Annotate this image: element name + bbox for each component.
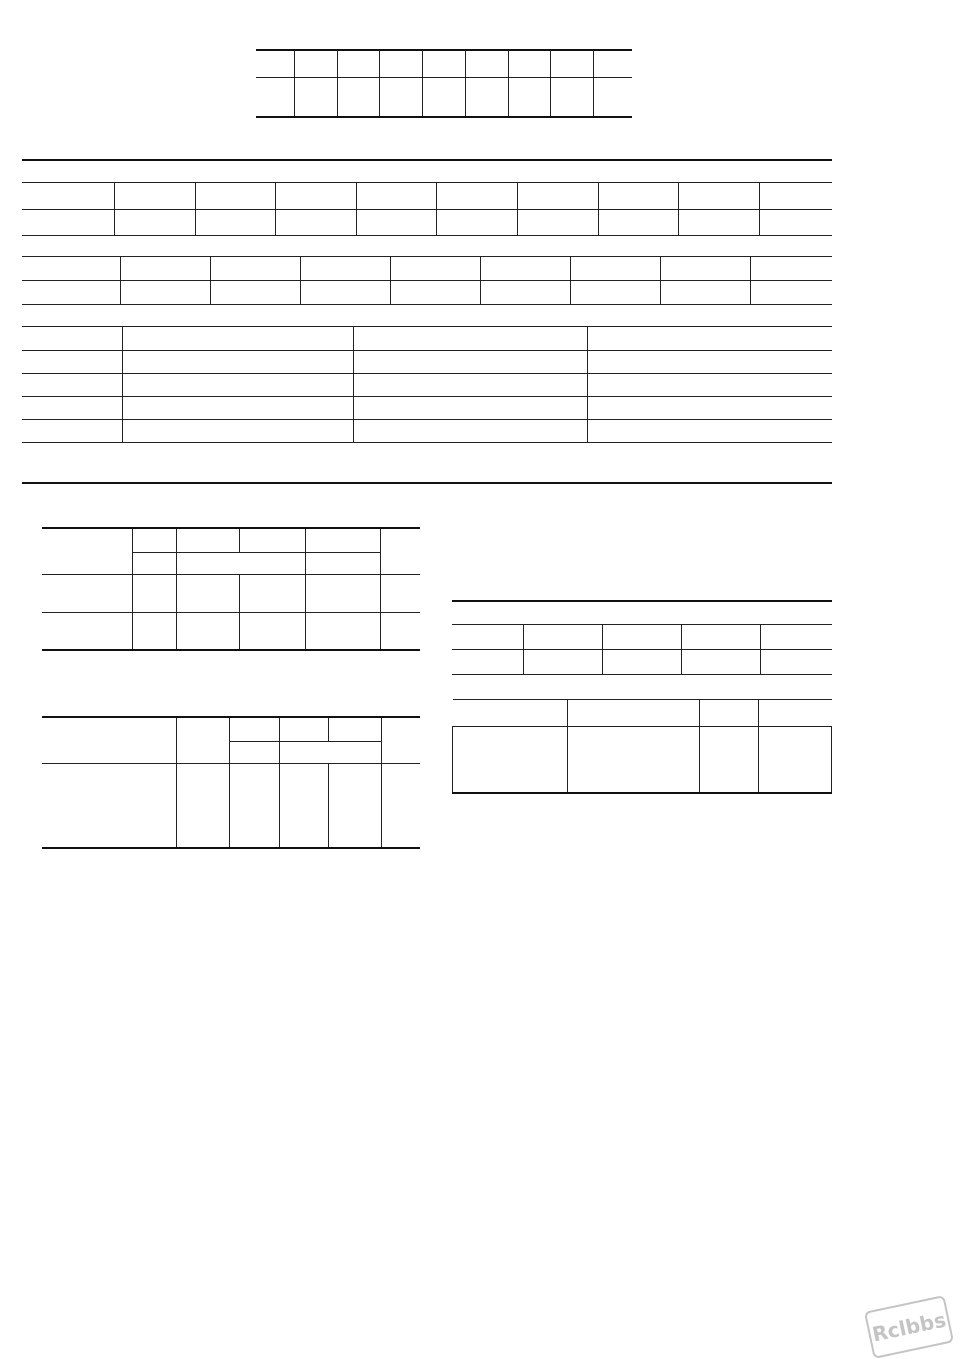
t12-header-cell xyxy=(337,50,380,77)
t15-hv-cell xyxy=(381,763,420,780)
conductivity-value-cell xyxy=(211,281,301,305)
permeability-header-cell xyxy=(22,327,122,351)
t14-cell xyxy=(176,612,239,650)
heat-treatment-header-cell xyxy=(699,700,758,727)
table-13-top-rule xyxy=(22,159,832,161)
heat-treatment-header-cell xyxy=(759,700,832,727)
t15-sigma-b-cell xyxy=(229,780,280,797)
permeability-cell xyxy=(122,351,354,374)
permeability-cell xyxy=(22,420,122,443)
expansion-coef-cell xyxy=(679,210,760,236)
t14-cell xyxy=(42,612,132,650)
t14-cell xyxy=(380,612,420,650)
t15-temp-cell xyxy=(176,831,229,848)
hot-working-value-cell xyxy=(682,650,761,675)
permeability-header-cell xyxy=(122,327,354,351)
t14-cell xyxy=(132,612,176,650)
conductivity-temp-cell xyxy=(391,257,481,281)
t15-temp-cell xyxy=(176,763,229,780)
conductivity-value-cell xyxy=(571,281,661,305)
conductivity-table xyxy=(22,256,832,305)
permeability-cell xyxy=(22,351,122,374)
t15-header-sigma-b-unit xyxy=(229,741,280,763)
t12-value-cell xyxy=(465,77,508,117)
t14-header-psi xyxy=(240,528,305,552)
t12-value-cell xyxy=(593,77,632,117)
permeability-header-cell xyxy=(354,327,588,351)
permeability-cell xyxy=(587,351,832,374)
conductivity-temp-cell xyxy=(211,257,301,281)
t12-value-cell xyxy=(423,77,466,117)
conductivity-temp-cell xyxy=(121,257,211,281)
t15-sigma-b-cell xyxy=(229,814,280,831)
t14-cell xyxy=(132,574,176,612)
t15-hv-cell xyxy=(381,780,420,797)
t14-cell xyxy=(240,574,305,612)
t14-cell xyxy=(380,574,420,612)
permeability-cell xyxy=(122,420,354,443)
t15-psi-cell xyxy=(328,814,381,831)
permeability-cell xyxy=(354,351,588,374)
expansion-table xyxy=(22,182,832,236)
table-12 xyxy=(256,49,632,118)
conductivity-value-cell xyxy=(121,281,211,305)
conductivity-temp-cell xyxy=(301,257,391,281)
expansion-temp-cell xyxy=(356,183,437,210)
t15-header-psi xyxy=(328,717,381,741)
t14-header-treatment xyxy=(42,528,132,574)
heat-row-name xyxy=(453,727,568,793)
t15-sigma-b-cell xyxy=(229,763,280,780)
hot-working-header-cell xyxy=(452,625,523,650)
expansion-temp-cell xyxy=(759,183,832,210)
t15-header-hv xyxy=(381,717,420,763)
conductivity-value-cell xyxy=(481,281,571,305)
t12-value-cell xyxy=(380,77,423,117)
t14-cell xyxy=(42,574,132,612)
permeability-cell xyxy=(587,420,832,443)
hot-working-value-cell xyxy=(602,650,681,675)
t14-header-alpha-k-unit xyxy=(305,552,380,574)
t15-hv-cell xyxy=(381,831,420,848)
expansion-temp-cell xyxy=(195,183,276,210)
permeability-cell xyxy=(354,374,588,397)
chart-700c-aging xyxy=(560,890,810,1230)
conductivity-value-cell xyxy=(391,281,481,305)
conductivity-temp-cell xyxy=(481,257,571,281)
table-16-top-rule xyxy=(452,600,832,602)
hot-working-header-cell xyxy=(523,625,602,650)
t12-value-cell xyxy=(256,77,294,117)
hot-working-value-cell xyxy=(761,650,832,675)
hot-working-header-cell xyxy=(682,625,761,650)
expansion-coef-cell xyxy=(115,210,196,236)
t14-header-delta5 xyxy=(176,528,239,552)
heat-treatment-table xyxy=(452,699,832,794)
expansion-temp-cell xyxy=(598,183,679,210)
t15-psi-cell xyxy=(328,780,381,797)
expansion-coef-cell xyxy=(437,210,518,236)
t12-header-cell xyxy=(423,50,466,77)
t12-header-cell xyxy=(380,50,423,77)
t15-delta5-cell xyxy=(280,797,328,814)
t12-value-cell xyxy=(508,77,551,117)
expansion-coef-cell xyxy=(598,210,679,236)
permeability-cell xyxy=(22,374,122,397)
table-15 xyxy=(42,716,420,849)
table-13-bottom-rule xyxy=(22,482,832,484)
permeability-cell xyxy=(122,374,354,397)
t15-header-sigma-b xyxy=(229,717,280,741)
permeability-cell xyxy=(354,397,588,420)
t14-header-hrc xyxy=(380,528,420,574)
t14-header-alpha-k xyxy=(305,528,380,552)
t15-treatment-cell xyxy=(42,763,176,848)
permeability-cell xyxy=(354,420,588,443)
conductivity-temp-cell xyxy=(751,257,832,281)
t15-temp-cell xyxy=(176,797,229,814)
expansion-coef-cell xyxy=(276,210,357,236)
heat-treatment-header-cell xyxy=(568,700,699,727)
t15-psi-cell xyxy=(328,831,381,848)
t15-hv-cell xyxy=(381,814,420,831)
t15-header-treatment xyxy=(42,717,176,763)
t15-hv-cell xyxy=(381,797,420,814)
permeability-cell xyxy=(22,397,122,420)
t15-psi-cell xyxy=(328,763,381,780)
t12-value-cell xyxy=(551,77,594,117)
t15-temp-cell xyxy=(176,814,229,831)
t12-header-cell xyxy=(465,50,508,77)
t12-header-cell xyxy=(256,50,294,77)
conductivity-value-cell xyxy=(751,281,832,305)
t14-header-sigma-b xyxy=(132,528,176,552)
expansion-coef-label xyxy=(22,210,115,236)
t14-cell xyxy=(240,612,305,650)
permeability-table xyxy=(22,326,832,443)
expansion-temp-label xyxy=(22,183,115,210)
hot-working-value-cell xyxy=(523,650,602,675)
t14-cell xyxy=(176,574,239,612)
t15-header-percent xyxy=(280,741,381,763)
permeability-header-cell xyxy=(587,327,832,351)
t15-psi-cell xyxy=(328,797,381,814)
expansion-coef-cell xyxy=(759,210,832,236)
permeability-cell xyxy=(587,374,832,397)
conductivity-temp-cell xyxy=(571,257,661,281)
permeability-cell xyxy=(122,397,354,420)
t14-header-sigma-b-unit xyxy=(132,552,176,574)
expansion-temp-cell xyxy=(276,183,357,210)
t12-value-cell xyxy=(294,77,337,117)
expansion-temp-cell xyxy=(115,183,196,210)
hot-working-value-cell xyxy=(452,650,523,675)
heat-row-aging xyxy=(759,727,832,793)
t12-value-cell xyxy=(337,77,380,117)
chart-620c-aging xyxy=(80,888,330,1228)
heat-row-anneal xyxy=(568,727,699,793)
hot-working-table xyxy=(452,624,832,675)
t12-header-cell xyxy=(508,50,551,77)
chart-650c-aging xyxy=(330,880,570,1228)
t15-delta5-cell xyxy=(280,814,328,831)
expansion-coef-cell xyxy=(195,210,276,236)
t15-sigma-b-cell xyxy=(229,797,280,814)
t15-delta5-cell xyxy=(280,831,328,848)
expansion-temp-cell xyxy=(437,183,518,210)
hot-working-header-cell xyxy=(602,625,681,650)
t15-header-delta5 xyxy=(280,717,328,741)
t12-header-cell xyxy=(551,50,594,77)
t15-delta5-cell xyxy=(280,763,328,780)
watermark-logo: Rclbbs xyxy=(864,1295,954,1359)
heat-treatment-header-cell xyxy=(453,700,568,727)
t15-delta5-cell xyxy=(280,780,328,797)
conductivity-value-cell xyxy=(301,281,391,305)
t14-cell xyxy=(305,574,380,612)
table-14 xyxy=(42,527,420,651)
conductivity-value-cell xyxy=(661,281,751,305)
expansion-coef-cell xyxy=(356,210,437,236)
t15-sigma-b-cell xyxy=(229,831,280,848)
hot-working-header-cell xyxy=(761,625,832,650)
expansion-temp-cell xyxy=(518,183,599,210)
expansion-coef-cell xyxy=(518,210,599,236)
t14-cell xyxy=(305,612,380,650)
heat-row-solution xyxy=(699,727,758,793)
t15-temp-cell xyxy=(176,780,229,797)
conductivity-temp-cell xyxy=(661,257,751,281)
t12-header-cell xyxy=(593,50,632,77)
t12-header-cell xyxy=(294,50,337,77)
conductivity-value-label xyxy=(22,281,121,305)
permeability-cell xyxy=(587,397,832,420)
t14-header-percent xyxy=(176,552,305,574)
t15-header-temp xyxy=(176,717,229,763)
expansion-temp-cell xyxy=(679,183,760,210)
conductivity-temp-label xyxy=(22,257,121,281)
